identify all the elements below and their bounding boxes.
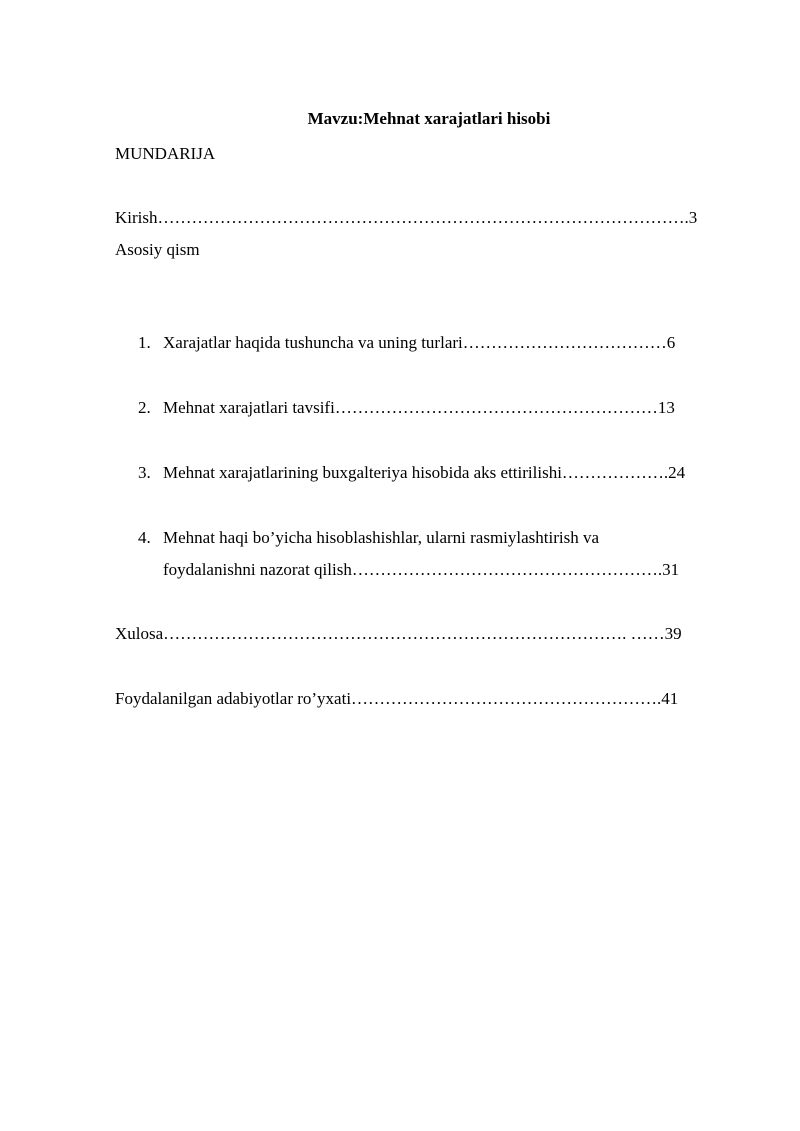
toc-entry-conclusion: Xulosa………………………………………………………………………. ……39 [115,624,682,643]
document-title: Mavzu:Mehnat xarajatlari hisobi [307,109,551,128]
toc-entry-main-part: Asosiy qism [115,240,200,259]
toc-entry-2 [138,398,675,418]
toc-entry-text: Mehnat xarajatlarining buxgalteriya hisobida aks ettirilishi……………….24 [163,463,686,482]
toc-entry-number: 3. [138,463,151,482]
toc-entry-1 [138,333,675,353]
toc-entry-4 [138,528,599,548]
toc-entry-3 [138,463,685,483]
toc-entry-text: Mehnat xarajatlari tavsifi…………………………………………………13 [163,398,675,417]
toc-entry-number: 2. [138,398,151,417]
toc-entry-references: Foydalanilgan adabiyotlar ro’yxati……………………………………………….41 [115,689,679,708]
toc-heading: MUNDARIJA [115,144,216,163]
toc-entry-number: 1. [138,333,151,352]
toc-entry-text: Xarajatlar haqida tushuncha va uning turlari………………………………6 [163,333,676,352]
toc-entry-text: Mehnat haqi bo’yicha hisoblashishlar, ularni rasmiylashtirish va [163,528,600,547]
toc-entry-intro: Kirish………………………………………………………………………………….3 [115,208,698,227]
toc-entry-number: 4. [138,528,151,547]
toc-entry-4-continuation: foydalanishni nazorat qilish……………………………………………….31 [163,560,680,579]
